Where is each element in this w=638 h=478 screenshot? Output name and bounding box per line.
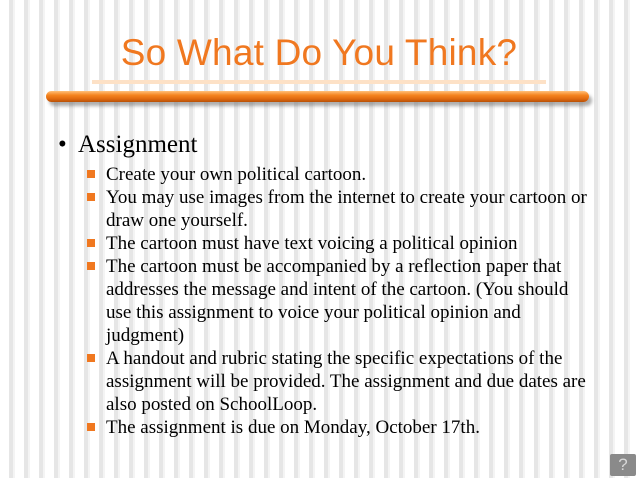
help-icon[interactable]: ? xyxy=(610,454,636,476)
title-divider-bar xyxy=(46,91,589,102)
heading-bullet-row xyxy=(58,130,638,160)
list-item-text: You may use images from the internet to create your cartoon or draw one yourself. xyxy=(106,187,587,231)
list-item-text: The cartoon must have text voicing a political opinion xyxy=(106,233,518,254)
assignment-list xyxy=(0,163,638,439)
list-item xyxy=(0,347,638,416)
title-underline xyxy=(92,80,546,84)
list-item xyxy=(0,186,638,232)
slide-body xyxy=(0,130,638,439)
list-item xyxy=(0,163,638,186)
list-item-text: Create your own political cartoon. xyxy=(106,164,367,185)
square-bullet-icon xyxy=(87,354,95,362)
list-item-text: The cartoon must be accompanied by a reflection paper that addresses the message and intent of the cartoon. (You should use this assignment to voice your political opinion and judgment) xyxy=(106,256,569,346)
list-item-text: The assignment is due on Monday, October 17th. xyxy=(106,417,480,438)
list-item xyxy=(0,416,638,439)
square-bullet-icon xyxy=(87,193,95,201)
square-bullet-icon xyxy=(87,170,95,178)
list-item xyxy=(0,255,638,347)
square-bullet-icon xyxy=(87,423,95,431)
slide-title: So What Do You Think? xyxy=(120,32,518,73)
square-bullet-icon xyxy=(87,262,95,270)
list-item xyxy=(0,232,638,255)
bullet-icon: • xyxy=(58,131,67,158)
list-item-text: A handout and rubric stating the specific expectations of the assignment will be provided. The assignment and due dates are also posted on SchoolLoop. xyxy=(106,348,586,415)
square-bullet-icon xyxy=(87,239,95,247)
assignment-heading: Assignment xyxy=(78,131,198,158)
